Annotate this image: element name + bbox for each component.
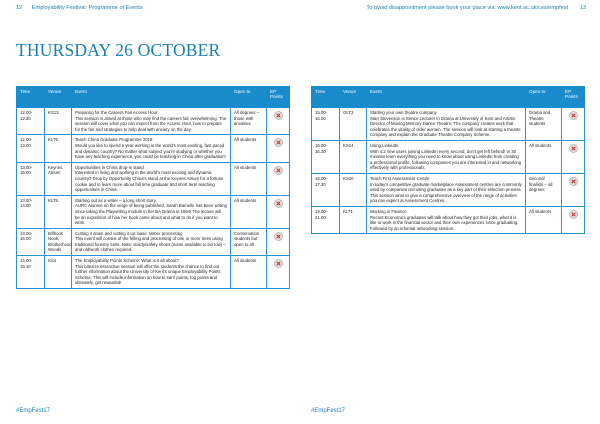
event-title: Preparing for the Careers Fair Access Hour <box>75 110 158 115</box>
event-title: Opportunities in China drop-in stand <box>75 164 144 170</box>
cell-venue: KLT1 <box>340 206 367 233</box>
col-ep-points: EP Points <box>562 87 585 108</box>
no-points-icon <box>569 111 578 120</box>
no-points-icon <box>274 232 283 241</box>
no-points-icon <box>569 177 578 186</box>
col-venue: Venue <box>45 87 72 108</box>
cell-open-to: Conservation students but open to all <box>231 228 267 255</box>
cell-event <box>72 195 231 228</box>
table-row <box>312 206 585 233</box>
page-title: THURSDAY 26 OCTOBER <box>16 40 221 60</box>
event-title: Starting out as a writer – a long short story <box>75 197 156 203</box>
cell-open-to: All students <box>231 135 267 162</box>
event-description: Recent Economics graduates will talk about how they got their jobs, what it is like to work in the financial sector and their own experiences since graduating. Followed by an informal networking session. <box>370 214 519 231</box>
cell-event <box>367 206 526 233</box>
cell-time: 14.00-15.10 <box>17 256 45 289</box>
col-time: Time <box>17 87 45 108</box>
cell-venue: KS13 <box>45 108 72 135</box>
cell-time: 19.00-21.00 <box>312 206 340 233</box>
table-header-row <box>17 87 290 108</box>
page-number-left: 12 <box>16 5 23 11</box>
cell-venue: Billhook Nook, Brotherhood Woods <box>45 228 72 255</box>
no-points-icon <box>274 259 283 268</box>
event-description: Would you like to spend a year working in the world's most exciting, fast paced and dynamic country? No matter what subject you're studying or whether you have any teaching experience, you could be teaching in China after graduation! <box>75 142 226 160</box>
event-title: Cutting it down and cutting it up: basic timber processing <box>75 230 183 236</box>
cell-ep-points <box>267 256 290 289</box>
table-row <box>312 173 585 206</box>
page-number-right: 13 <box>579 5 586 11</box>
cell-time: 13.00-16.00 <box>17 228 45 255</box>
table-row <box>17 162 290 195</box>
cell-venue: KLT5 <box>45 135 72 162</box>
cell-time: 16.00-16.30 <box>312 140 340 173</box>
cell-time: 15.00-16.00 <box>312 108 340 141</box>
cell-time: 16.00-17.30 <box>312 173 340 206</box>
event-description: AURC Alumna on the verge of being published, Sarah Bamelle has been writing since taking the Playwriting module in her BA Drama in 1994! The lecture will be an exposition of how her book came about and what to do if you want to write. <box>75 203 227 226</box>
cell-event <box>367 140 526 173</box>
event-title: The Employability Points Scheme: What is it all about? <box>75 258 179 264</box>
cell-time: 12.00-13.00 <box>17 135 45 162</box>
cell-open-to: All students <box>231 162 267 195</box>
cell-event <box>367 108 526 141</box>
booking-note: To avoid disappointment please book your place via: www.kent.ac.uk/ces/empfest <box>366 5 569 11</box>
event-description: With 4.2 new users joining LinkedIn every second, don't get left behind! In 30 minutes learn everything you need to know about using LinkedIn from creating a professional profile, following companies you are interested in and networking effectively with professionals. <box>370 148 522 171</box>
cell-event <box>367 173 526 206</box>
cell-venue: KS14 <box>340 140 367 173</box>
cell-ep-points <box>267 162 290 195</box>
cell-event <box>72 162 231 195</box>
cell-open-to: All students <box>231 195 267 228</box>
col-venue: Venue <box>340 87 367 108</box>
event-description: In today's competitive graduate marketplace Assessment centres are commonly used by companies recruiting graduates as a key part of their selection process. This session aims to give a comprehensive overview of the range of activities you can expect at Assessment Centres. <box>370 181 522 204</box>
col-event: Event <box>72 87 231 108</box>
cell-event <box>72 228 231 255</box>
page-header-left <box>16 5 143 11</box>
col-time: Time <box>312 87 340 108</box>
cell-open-to: Drama and Theatre students <box>526 108 562 141</box>
publication-title: Employability Festival: Programme of Events <box>31 5 143 11</box>
event-description: This session is aimed at those who may find the careers fair overwhelming. The session will cover what you can expect from the Access Hour, how to prepare for the fair and strategies to help deal with anxiety on the day. <box>75 115 227 132</box>
cell-ep-points <box>267 195 290 228</box>
no-points-icon <box>274 166 283 175</box>
col-open-to: Open to <box>526 87 562 108</box>
table-row <box>17 256 290 289</box>
event-description: This event will consist of the felling and processing of one or more trees using traditional forestry tools. Note: sturdy/safety shoes (some available to borrow) – and old/work clothes required. <box>75 236 226 253</box>
cell-venue: KLT5 <box>45 195 72 228</box>
cell-open-to: Second/ finalists – all degrees <box>526 173 562 206</box>
table-row <box>17 195 290 228</box>
cell-event <box>72 108 231 135</box>
cell-event <box>72 135 231 162</box>
col-open-to: Open to <box>231 87 267 108</box>
cell-event <box>72 256 231 289</box>
no-points-icon <box>274 138 283 147</box>
cell-open-to: All students <box>526 140 562 173</box>
cell-venue: KS20 <box>340 173 367 206</box>
cell-ep-points <box>267 135 290 162</box>
event-title: Teach China Graduate Programme 2018 <box>75 137 153 143</box>
event-title: Starting your own theatre company <box>370 110 437 115</box>
page-header-right <box>366 5 586 11</box>
col-event: Event <box>367 87 526 108</box>
table-row <box>17 135 290 162</box>
event-description: Stan Stevenson is Senior Lecturer in Drama at University of Kent and Artistic Director of Moving Memory Dance Theatre. The company creates work that celebrates the vitality of older women. The session will look at starting a theatre company and explain the Graduate Theatre Company Scheme. <box>370 115 521 138</box>
cell-venue: KS4 <box>45 256 72 289</box>
cell-ep-points <box>562 206 585 233</box>
col-ep-points: EP Points <box>267 87 290 108</box>
table-row <box>17 108 290 135</box>
no-points-icon <box>274 199 283 208</box>
cell-ep-points <box>562 173 585 206</box>
cell-open-to: All students <box>231 256 267 289</box>
table-row <box>17 228 290 255</box>
cell-ep-points <box>562 108 585 141</box>
hashtag-right: #EmpFest17 <box>311 408 346 414</box>
event-description: This bitesize interactive session will offer the students the chance to find out further information about the University of Kent's unique Employability Points Scheme. This will include information on how to earn points, log points and ultimately, get rewarded! <box>75 263 221 286</box>
event-title: Using LinkedIn <box>370 142 399 148</box>
events-table-left <box>16 86 290 289</box>
event-description: Interested in living and working in the world's most exciting and dynamic country? Drop by Opportunity China's stand at the Keynes Atrium for a fortune cookie and to learn more about full time graduate and short term teaching opportunities in China. <box>75 170 224 193</box>
event-title: Working in Finance <box>370 208 407 214</box>
cell-venue: GLT3 <box>340 108 367 141</box>
cell-time: 13.00-14.00 <box>17 195 45 228</box>
table-row <box>312 140 585 173</box>
cell-venue: Keynes Atrium <box>45 162 72 195</box>
cell-time: 13.00-16.00 <box>17 162 45 195</box>
no-points-icon <box>274 111 283 120</box>
no-points-icon <box>569 144 578 153</box>
cell-ep-points <box>562 140 585 173</box>
cell-open-to: All degrees – those with anxieties <box>231 108 267 135</box>
no-points-icon <box>569 210 578 219</box>
events-table-right <box>311 86 585 234</box>
table-header-row <box>312 87 585 108</box>
table-row <box>312 108 585 141</box>
event-title: Teach First Assessment Centre <box>370 175 430 181</box>
cell-ep-points <box>267 108 290 135</box>
hashtag-left: #EmpFest17 <box>16 408 51 414</box>
cell-time: 12.00-12.30 <box>17 108 45 135</box>
cell-open-to: All students <box>526 206 562 233</box>
cell-ep-points <box>267 228 290 255</box>
